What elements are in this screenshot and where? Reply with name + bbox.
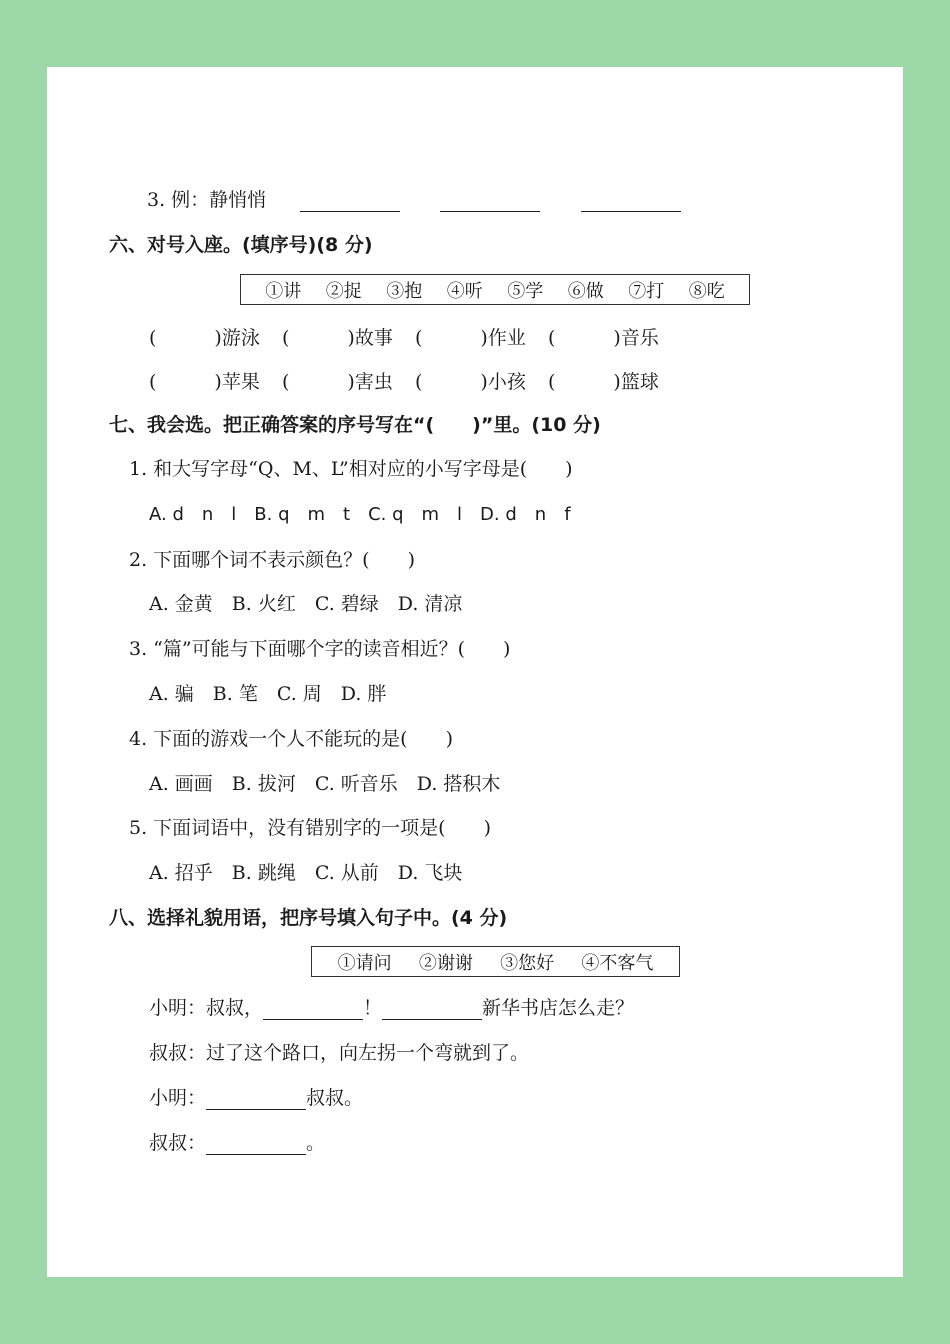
choice-item: ③您好 — [500, 952, 555, 974]
question-4-options[interactable]: A. 画画 B. 拔河 C. 听音乐 D. 搭积木 — [149, 773, 501, 795]
choice-item: ⑤学 — [507, 280, 544, 302]
dialogue-line-2: 叔叔：过了这个路口，向左拐一个弯就到了。 — [149, 1042, 530, 1064]
speaker: 小明：叔叔， — [149, 997, 264, 1019]
speaker: 叔叔： — [149, 1132, 207, 1154]
example-line — [147, 188, 266, 212]
match-item[interactable]: ( )苹果 — [149, 371, 260, 393]
choice-item: ③抱 — [386, 280, 423, 302]
dialogue-line-1 — [149, 996, 634, 1020]
choice-item: ②谢谢 — [418, 952, 473, 974]
question-1: 1. 和大写字母“Q、M、L”相对应的小写字母是( ) — [129, 458, 573, 480]
choice-item: ①讲 — [265, 280, 302, 302]
question-3-options[interactable]: A. 骗 B. 笔 C. 周 D. 胖 — [149, 683, 387, 705]
question-2-options[interactable]: A. 金黄 B. 火红 C. 碧绿 D. 清凉 — [149, 593, 463, 615]
choice-item: ⑦打 — [628, 280, 665, 302]
choice-item: ⑧吃 — [688, 280, 725, 302]
speaker: 小明： — [149, 1087, 207, 1109]
choice-item: ②捉 — [325, 280, 362, 302]
dialogue-line-4 — [149, 1131, 325, 1155]
question-2: 2. 下面哪个词不表示颜色？( ) — [129, 549, 415, 571]
sentence-end: 叔叔。 — [306, 1087, 364, 1109]
answer-blank[interactable] — [440, 191, 540, 212]
match-item[interactable]: ( )故事 — [282, 327, 393, 349]
question-4: 4. 下面的游戏一个人不能玩的是( ) — [129, 728, 453, 750]
answer-blank[interactable] — [382, 999, 482, 1020]
section-8-title: 八、选择礼貌用语，把序号填入句子中。(4 分) — [109, 907, 508, 929]
match-item[interactable]: ( )音乐 — [548, 327, 659, 349]
section-6-title: 六、对号入座。(填序号)(8 分) — [109, 234, 373, 256]
match-item[interactable]: ( )害虫 — [282, 371, 393, 393]
example-label: 3. 例：静悄悄 — [147, 189, 267, 211]
dialogue-line-3 — [149, 1086, 363, 1110]
answer-blank[interactable] — [263, 999, 363, 1020]
question-5-options[interactable]: A. 招乎 B. 跳绳 C. 从前 D. 飞块 — [149, 862, 463, 884]
question-1-options[interactable]: A. d n l B. q m t C. q m l D. d n f — [149, 504, 571, 525]
question-5: 5. 下面词语中，没有错别字的一项是( ) — [129, 817, 491, 839]
answer-blank[interactable] — [300, 191, 400, 212]
choice-item: ④听 — [446, 280, 483, 302]
worksheet-page — [47, 67, 903, 1277]
answer-blank[interactable] — [206, 1089, 306, 1110]
sentence-end: 新华书店怎么走？ — [482, 997, 635, 1019]
match-item[interactable]: ( )小孩 — [415, 371, 526, 393]
answer-blank[interactable] — [206, 1134, 306, 1155]
section-7-title: 七、我会选。把正确答案的序号写在“( )”里。(10 分) — [109, 414, 601, 436]
question-3: 3. “篇”可能与下面哪个字的读音相近？( ) — [129, 638, 511, 660]
section-8-choice-box — [311, 946, 680, 977]
choice-item: ④不客气 — [581, 952, 654, 974]
match-item[interactable]: ( )作业 — [415, 327, 526, 349]
choice-item: ⑥做 — [567, 280, 604, 302]
section-6-choice-box — [240, 274, 750, 305]
match-item[interactable]: ( )篮球 — [548, 371, 659, 393]
answer-blank[interactable] — [581, 191, 681, 212]
sentence-end: 。 — [306, 1132, 326, 1154]
choice-item: ①请问 — [337, 952, 392, 974]
punctuation: ！ — [363, 997, 383, 1019]
match-item[interactable]: ( )游泳 — [149, 327, 260, 349]
